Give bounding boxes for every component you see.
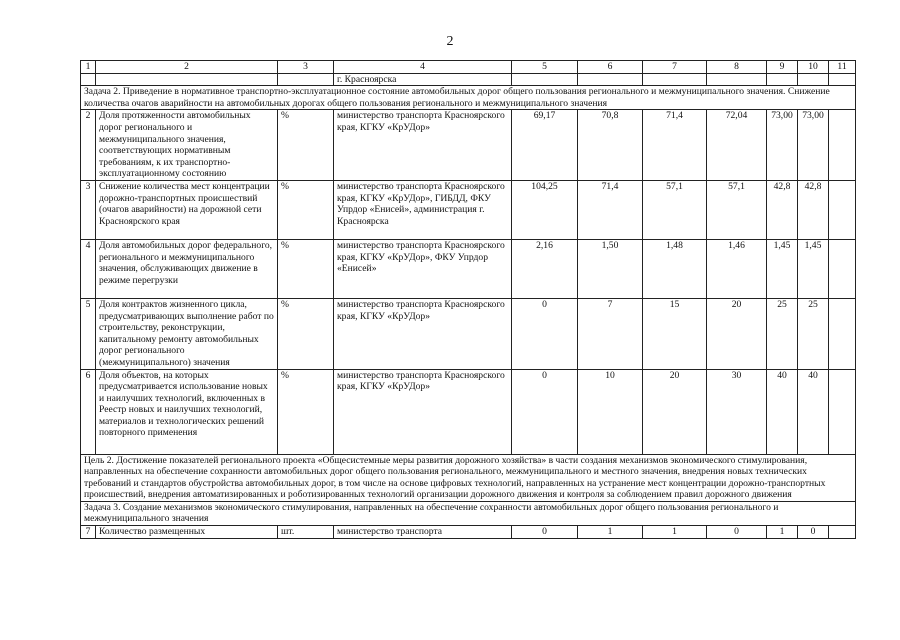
carry-over-row xyxy=(81,73,856,86)
value-cell: 1,50 xyxy=(578,239,643,298)
column-number: 4 xyxy=(334,61,512,74)
value-cell: 40 xyxy=(798,369,829,454)
indicators-table xyxy=(80,60,856,539)
value-cell: 0 xyxy=(707,526,767,539)
value-cell: 25 xyxy=(767,298,798,369)
indicator-cell: Доля автомобильных дорог федерального, регионального и межмуниципального значения, обслуживающих движение в режиме перегрузки xyxy=(96,239,278,298)
row-number: 6 xyxy=(81,369,96,454)
value-cell: 0 xyxy=(798,526,829,539)
column-number: 5 xyxy=(512,61,578,74)
table-row xyxy=(81,239,856,298)
value-cell: 57,1 xyxy=(643,180,707,239)
value-cell xyxy=(829,526,856,539)
value-cell: 30 xyxy=(707,369,767,454)
responsible-cell: министерство транспорта Красноярского края, КГКУ «КрУДор» xyxy=(334,298,512,369)
unit-cell: шт. xyxy=(278,526,334,539)
value-cell xyxy=(829,110,856,181)
value-cell: 73,00 xyxy=(798,110,829,181)
table-row xyxy=(81,369,856,454)
table-row xyxy=(81,526,856,539)
table-row xyxy=(81,298,856,369)
value-cell: 0 xyxy=(512,526,578,539)
indicator-cell: Снижение количества мест концентрации дорожно-транспортных происшествий (очагов аварийности) на дорожной сети Красноярского края xyxy=(96,180,278,239)
value-cell: 1,48 xyxy=(643,239,707,298)
value-cell xyxy=(829,239,856,298)
column-number-row xyxy=(81,61,856,74)
value-cell: 42,8 xyxy=(767,180,798,239)
value-cell: 2,16 xyxy=(512,239,578,298)
column-number: 6 xyxy=(578,61,643,74)
value-cell: 42,8 xyxy=(798,180,829,239)
unit-cell: % xyxy=(278,180,334,239)
row-number: 2 xyxy=(81,110,96,181)
value-cell: 1,45 xyxy=(767,239,798,298)
value-cell: 40 xyxy=(767,369,798,454)
indicator-cell: Доля объектов, на которых предусматривается использование новых и наилучших технологий, включенных в Реестр новых и наилучших технологий, материалов и технологических решений повторного применения xyxy=(96,369,278,454)
value-cell: 20 xyxy=(707,298,767,369)
value-cell: 7 xyxy=(578,298,643,369)
value-cell: 71,4 xyxy=(643,110,707,181)
value-cell: 57,1 xyxy=(707,180,767,239)
indicator-cell: Доля контрактов жизненного цикла, предусматривающих выполнение работ по строительству, реконструкции, капитальному ремонту автомобильных дорог регионального (межмуниципального) значения xyxy=(96,298,278,369)
value-cell: 70,8 xyxy=(578,110,643,181)
carry-over-text: г. Красноярска xyxy=(334,73,512,86)
section-row xyxy=(81,86,856,110)
row-number: 7 xyxy=(81,526,96,539)
value-cell: 25 xyxy=(798,298,829,369)
indicator-cell: Доля протяженности автомобильных дорог регионального и межмуниципального значения, соответствующих нормативным требованиям, к их транспортно-эксплуатационному состоянию xyxy=(96,110,278,181)
value-cell: 0 xyxy=(512,298,578,369)
value-cell: 20 xyxy=(643,369,707,454)
value-cell: 71,4 xyxy=(578,180,643,239)
column-number: 8 xyxy=(707,61,767,74)
goal-2-heading: Цель 2. Достижение показателей регионального проекта «Общесистемные меры развития дорожного хозяйства» в части создания механизмов экономического стимулирования, направленных на обеспечение сохранности автомобильных дорог общего пользования регионального, межмуниципального и местного значения, внедрения новых технических требований и стандартов обустройства автомобильных дорог, в том числе на основе цифровых технологий, направленных на устранение мест концентрации дорожно-транспортных происшествий, внедрения автоматизированных и роботизированных технологий организации дорожного движения и контроля за соблюдением правил дорожного движения xyxy=(81,454,856,501)
value-cell: 1,45 xyxy=(798,239,829,298)
responsible-cell: министерство транспорта Красноярского края, КГКУ «КрУДор», ФКУ Упрдор «Енисей» xyxy=(334,239,512,298)
value-cell: 1 xyxy=(643,526,707,539)
value-cell xyxy=(829,369,856,454)
indicator-cell: Количество размещенных xyxy=(96,526,278,539)
task-2-heading: Задача 2. Приведение в нормативное транспортно-эксплуатационное состояние автомобильных дорог общего пользования регионального и межмуниципального значения. Снижение количества очагов аварийности на автомобильных дорогах общего пользования регионального и межмуниципального значения xyxy=(81,86,856,110)
task-3-heading: Задача 3. Создание механизмов экономического стимулирования, направленных на обеспечение сохранности автомобильных дорог общего пользования регионального и межмуниципального значения xyxy=(81,501,856,525)
column-number: 2 xyxy=(96,61,278,74)
section-row xyxy=(81,501,856,525)
row-number: 5 xyxy=(81,298,96,369)
row-number: 4 xyxy=(81,239,96,298)
value-cell: 73,00 xyxy=(767,110,798,181)
column-number: 10 xyxy=(798,61,829,74)
value-cell: 1 xyxy=(767,526,798,539)
column-number: 1 xyxy=(81,61,96,74)
value-cell: 72,04 xyxy=(707,110,767,181)
value-cell: 10 xyxy=(578,369,643,454)
value-cell: 0 xyxy=(512,369,578,454)
value-cell: 69,17 xyxy=(512,110,578,181)
responsible-cell: министерство транспорта Красноярского края, КГКУ «КрУДор» xyxy=(334,369,512,454)
column-number: 9 xyxy=(767,61,798,74)
row-number: 3 xyxy=(81,180,96,239)
value-cell: 104,25 xyxy=(512,180,578,239)
responsible-cell: министерство транспорта Красноярского края, КГКУ «КрУДор», ГИБДД, ФКУ Упрдор «Енисей», администрация г. Красноярска xyxy=(334,180,512,239)
unit-cell: % xyxy=(278,239,334,298)
responsible-cell: министерство транспорта Красноярского края, КГКУ «КрУДор» xyxy=(334,110,512,181)
table-row xyxy=(81,110,856,181)
value-cell: 1 xyxy=(578,526,643,539)
value-cell: 15 xyxy=(643,298,707,369)
value-cell xyxy=(829,180,856,239)
value-cell: 1,46 xyxy=(707,239,767,298)
column-number: 7 xyxy=(643,61,707,74)
section-row xyxy=(81,454,856,501)
unit-cell: % xyxy=(278,369,334,454)
page-number: 2 xyxy=(446,34,454,49)
column-number: 11 xyxy=(829,61,856,74)
column-number: 3 xyxy=(278,61,334,74)
value-cell xyxy=(829,298,856,369)
responsible-cell: министерство транспорта xyxy=(334,526,512,539)
unit-cell: % xyxy=(278,298,334,369)
unit-cell: % xyxy=(278,110,334,181)
table-row xyxy=(81,180,856,239)
